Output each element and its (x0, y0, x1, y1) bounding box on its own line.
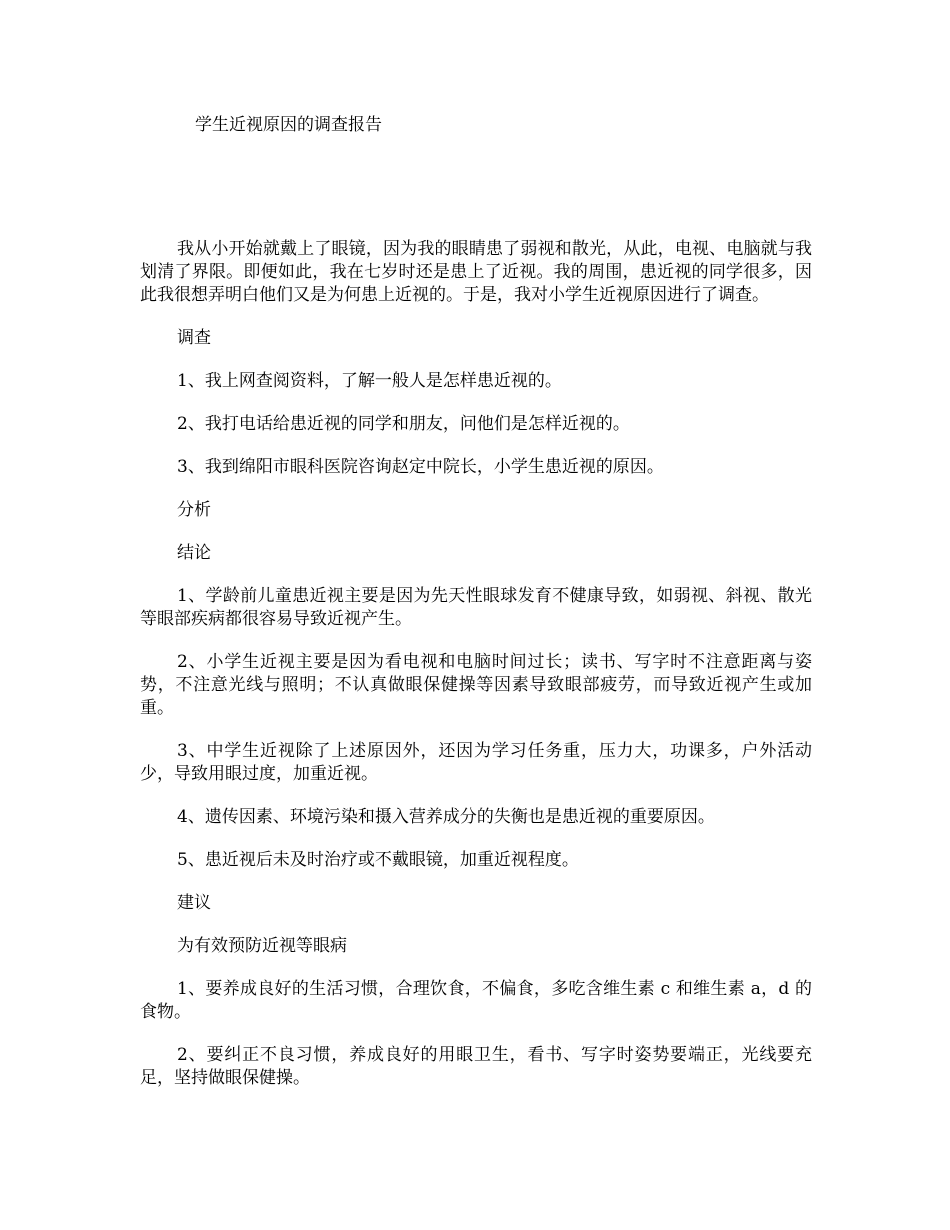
conclusion-item-1: 1、学龄前儿童患近视主要是因为先天性眼球发育不健康导致，如弱视、斜视、散光等眼部疾病都很容易导致近视产生。 (140, 586, 812, 629)
survey-item-1: 1、我上网查阅资料，了解一般人是怎样患近视的。 (177, 371, 562, 391)
suggestions-intro: 为有效预防近视等眼病 (177, 936, 347, 956)
document-title: 学生近视原因的调查报告 (195, 115, 382, 135)
survey-item-2: 2、我打电话给患近视的同学和朋友，问他们是怎样近视的。 (177, 414, 630, 434)
intro-paragraph: 我从小开始就戴上了眼镜，因为我的眼睛患了弱视和散光，从此，电视、电脑就与我划清了界限。即便如此，我在七岁时还是患上了近视。我的周围，患近视的同学很多，因此我很想弄明白他们又是为何患上近视的。于是，我对小学生近视原因进行了调查。 (140, 239, 812, 305)
conclusion-item-2: 2、小学生近视主要是因为看电视和电脑时间过长；读书、写字时不注意距离与姿势，不注意光线与照明；不认真做眼保健操等因素导致眼部疲劳，而导致近视产生或加重。 (140, 652, 812, 718)
section-heading-survey: 调查 (177, 328, 211, 348)
document-body (140, 238, 812, 1110)
conclusion-item-3: 3、中学生近视除了上述原因外，还因为学习任务重，压力大，功课多，户外活动少，导致用眼过度，加重近视。 (140, 741, 812, 784)
survey-item-3: 3、我到绵阳市眼科医院咨询赵定中院长，小学生患近视的原因。 (177, 457, 664, 477)
section-heading-analysis: 分析 (177, 500, 211, 520)
conclusion-item-5: 5、患近视后未及时治疗或不戴眼镜，加重近视程度。 (177, 850, 579, 870)
section-heading-suggestions: 建议 (177, 893, 211, 913)
suggestion-item-1: 1、要养成良好的生活习惯，合理饮食，不偏食，多吃含维生素 c 和维生素 a，d 的食物。 (140, 979, 812, 1022)
conclusion-item-4: 4、遗传因素、环境污染和摄入营养成分的失衡也是患近视的重要原因。 (177, 807, 715, 827)
suggestion-item-2: 2、要纠正不良习惯，养成良好的用眼卫生，看书、写字时姿势要端正，光线要充足，坚持做眼保健操。 (140, 1045, 812, 1088)
section-heading-conclusion: 结论 (177, 543, 211, 563)
